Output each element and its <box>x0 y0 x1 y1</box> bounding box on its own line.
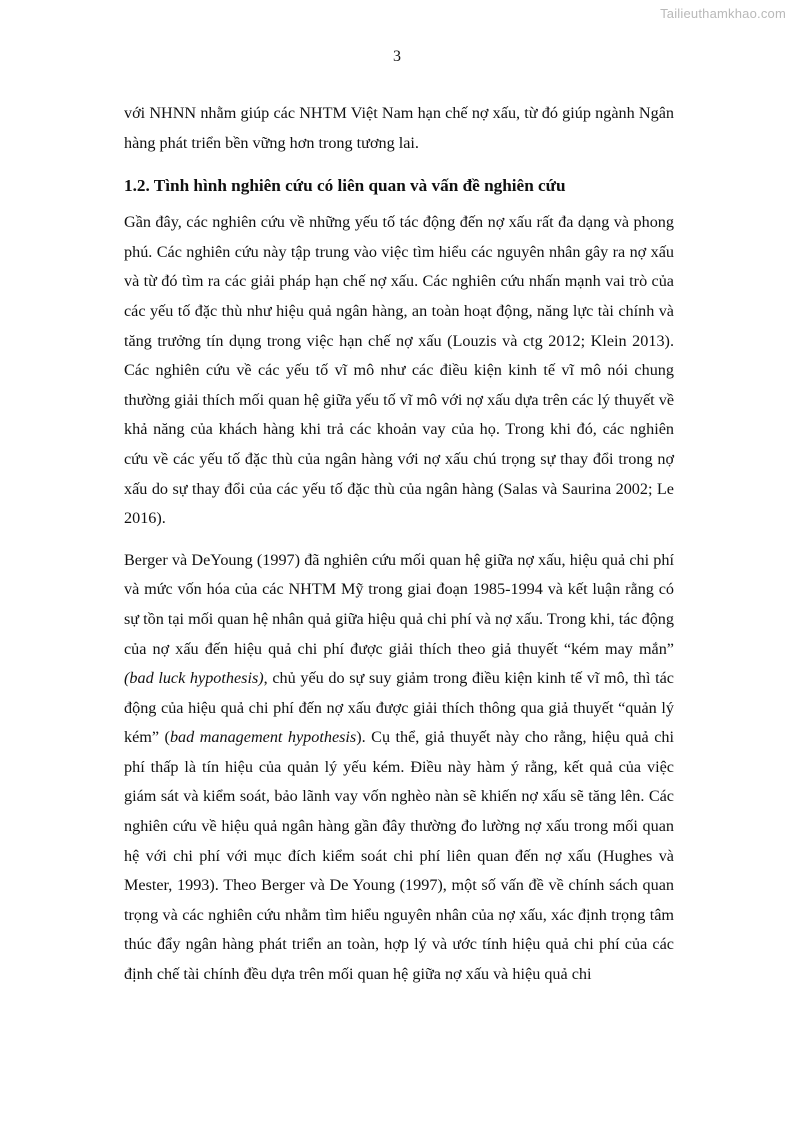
paragraph-2-text-2: , chủ yếu do sự suy giảm trong điều kiện kinh tế vĩ mô, thì tác động của hiệu quả chi phí đến nợ xấu được giải thích thông qua giả thuyết “quản lý kém” ( <box>124 669 674 747</box>
paragraph-2-italic-2: bad management hypothesis <box>169 728 357 747</box>
paragraph-1: Gần đây, các nghiên cứu về những yếu tố tác động đến nợ xấu rất đa dạng và phong phú. Các nghiên cứu này tập trung vào việc tìm hiểu các nguyên nhân gây ra nợ xấu và từ đó tìm ra các giải pháp hạn chế nợ xấu. Các nghiên cứu nhấn mạnh vai trò của các yếu tố đặc thù như hiệu quả ngân hàng, an toàn hoạt động, năng lực tài chính và tăng trưởng tín dụng trong việc hạn chế nợ xấu (Louzis và ctg 2012; Klein 2013). Các nghiên cứu về các yếu tố vĩ mô như các điều kiện kinh tế vĩ mô nói chung thường giải thích mối quan hệ giữa yếu tố vĩ mô với nợ xấu dựa trên các lý thuyết về khả năng của khách hàng khi trả các khoản vay của họ. Trong khi đó, các nghiên cứu về các yếu tố đặc thù của ngân hàng với nợ xấu chú trọng sự thay đổi trong nợ xấu do sự thay đổi của các yếu tố đặc thù của ngân hàng (Salas và Saurina 2002; Le 2016). <box>124 213 674 528</box>
document-body <box>124 99 674 990</box>
paragraph-2-text-1: Berger và DeYoung (1997) đã nghiên cứu mối quan hệ giữa nợ xấu, hiệu quả chi phí và mức vốn hóa của các NHTM Mỹ trong giai đoạn 1985-1994 và kết luận rằng có sự tồn tại mối quan hệ nhân quả giữa hiệu quả chi phí và nợ xấu. Trong khi, tác động của nợ xấu đến hiệu quả chi phí được giải thích theo giả thuyết “kém may mắn” <box>124 550 674 658</box>
page-number: 3 <box>393 48 401 65</box>
watermark: Tailieuthamkhao.com <box>660 6 786 21</box>
section-heading: 1.2. Tình hình nghiên cứu có liên quan và vấn đề nghiên cứu <box>124 176 566 196</box>
paragraph-2 <box>124 546 674 990</box>
paragraph-2-text-3: ). Cụ thể, giả thuyết này cho rằng, hiệu quả chi phí thấp là tín hiệu của quản lý yếu kém. Điều này hàm ý rằng, kết quả của việc giám sát và kiểm soát, bảo lãnh vay vốn nghèo nàn sẽ khiến nợ xấu sẽ tăng lên. Các nghiên cứu về hiệu quả ngân hàng gần đây thường đo lường nợ xấu trong mối quan hệ với chi phí với mục đích kiểm soát chi phí liên quan đến nợ xấu (Hughes và Mester, 1993). Theo Berger và De Young (1997), một số vấn đề về chính sách quan trọng và các nghiên cứu nhằm tìm hiểu nguyên nhân của nợ xấu, xác định trọng tâm thúc đẩy ngân hàng phát triển an toàn, hợp lý và ước tính hiệu quả chi phí của các định chế tài chính đều dựa trên mối quan hệ giữa nợ xấu và hiệu quả chi <box>124 728 674 984</box>
paragraph-2-italic-1: (bad luck hypothesis) <box>124 669 264 688</box>
intro-paragraph: với NHNN nhằm giúp các NHTM Việt Nam hạn chế nợ xấu, từ đó giúp ngành Ngân hàng phát triển bền vững hơn trong tương lai. <box>124 104 674 152</box>
